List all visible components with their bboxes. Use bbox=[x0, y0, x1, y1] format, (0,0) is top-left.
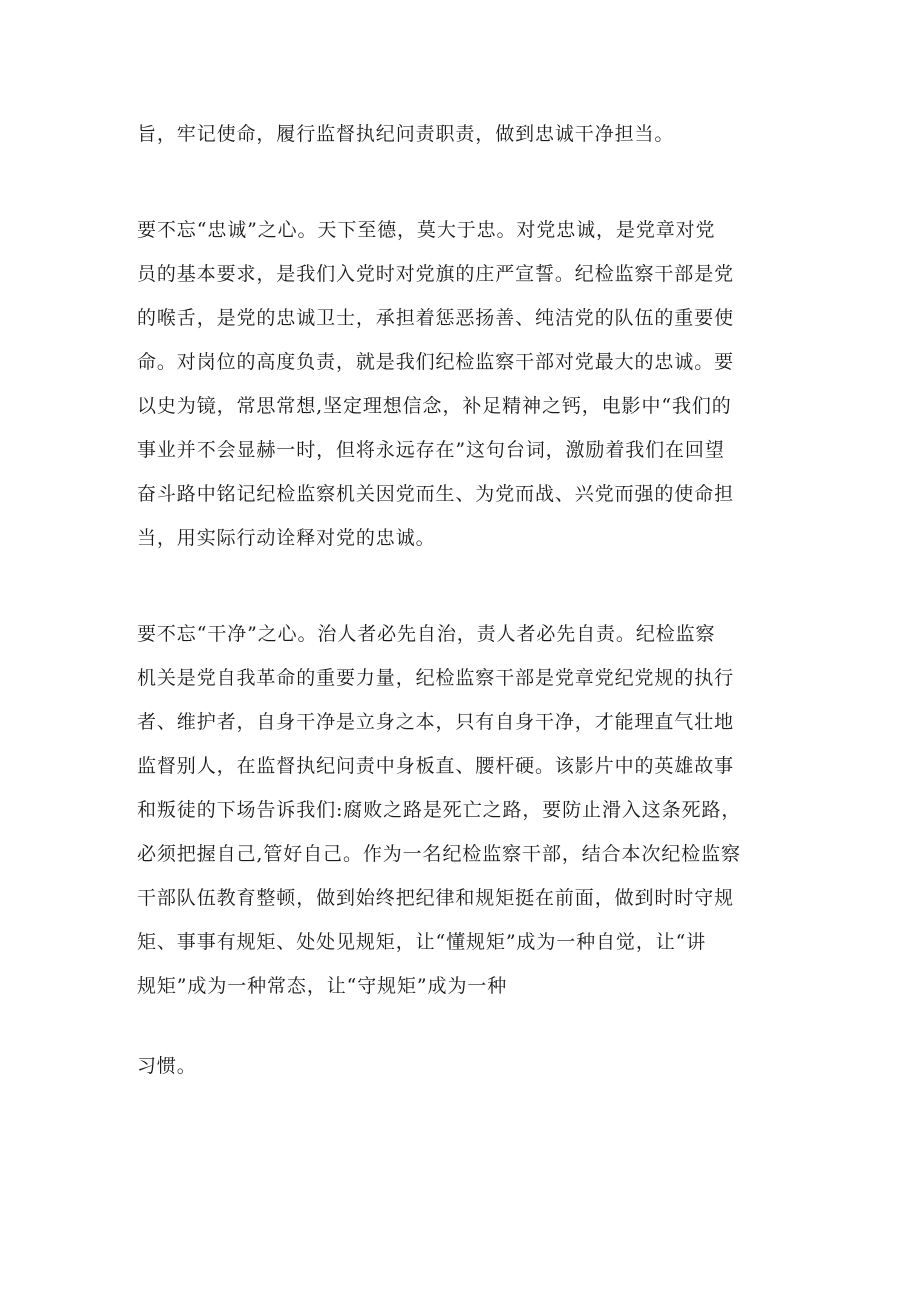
text-line: 员的基本要求，是我们入党时对党旗的庄严宣誓。纪检监察干部是党 bbox=[137, 263, 735, 285]
text-line: 矩、事事有规矩、处处见规矩，让“懂规矩”成为一种自觉，让“讲 bbox=[137, 931, 707, 953]
text-line: 命。对岗位的高度负责，就是我们纪检监察干部对党最大的忠诚。要 bbox=[137, 351, 735, 373]
text-line: 旨，牢记使命，履行监督执纪问责职责，做到忠诚干净担当。 bbox=[137, 123, 675, 145]
text-line: 必须把握自己,管好自己。作为一名纪检监察干部，结合本次纪检监察 bbox=[137, 843, 741, 865]
text-line: 规矩”成为一种常态，让“守规矩”成为一种 bbox=[137, 975, 508, 997]
text-line: 监督别人，在监督执纪问责中身板直、腰杆硬。该影片中的英雄故事 bbox=[137, 755, 735, 777]
text-line: 要不忘“干净”之心。治人者必先自治，责人者必先自责。纪检监察 bbox=[137, 623, 716, 645]
text-line: 的喉舌，是党的忠诚卫士，承担着惩恶扬善、纯洁党的队伍的重要使 bbox=[137, 307, 735, 329]
text-line: 以史为镜，常思常想,坚定理想信念，补足精神之钙，电影中“我们的 bbox=[137, 395, 732, 417]
text-line: 习惯。 bbox=[137, 1055, 197, 1077]
text-line: 者、维护者，自身干净是立身之本，只有自身干净，才能理直气壮地 bbox=[137, 711, 735, 733]
text-line: 机关是党自我革命的重要力量，纪检监察干部是党章党纪党规的执行 bbox=[137, 667, 735, 689]
text-line: 和叛徒的下场告诉我们:腐败之路是死亡之路，要防止滑入这条死路， bbox=[137, 799, 742, 821]
text-line: 要不忘“忠诚”之心。天下至德，莫大于忠。对党忠诚，是党章对党 bbox=[137, 219, 716, 241]
text-line: 奋斗路中铭记纪检监察机关因党而生、为党而战、兴党而强的使命担 bbox=[137, 483, 735, 505]
text-line: 当，用实际行动诠释对党的忠诚。 bbox=[137, 527, 436, 549]
text-line: 干部队伍教育整顿，做到始终把纪律和规矩挺在前面，做到时时守规 bbox=[137, 887, 735, 909]
text-line: 事业并不会显赫一时，但将永远存在”这句台词，激励着我们在回望 bbox=[137, 439, 725, 461]
